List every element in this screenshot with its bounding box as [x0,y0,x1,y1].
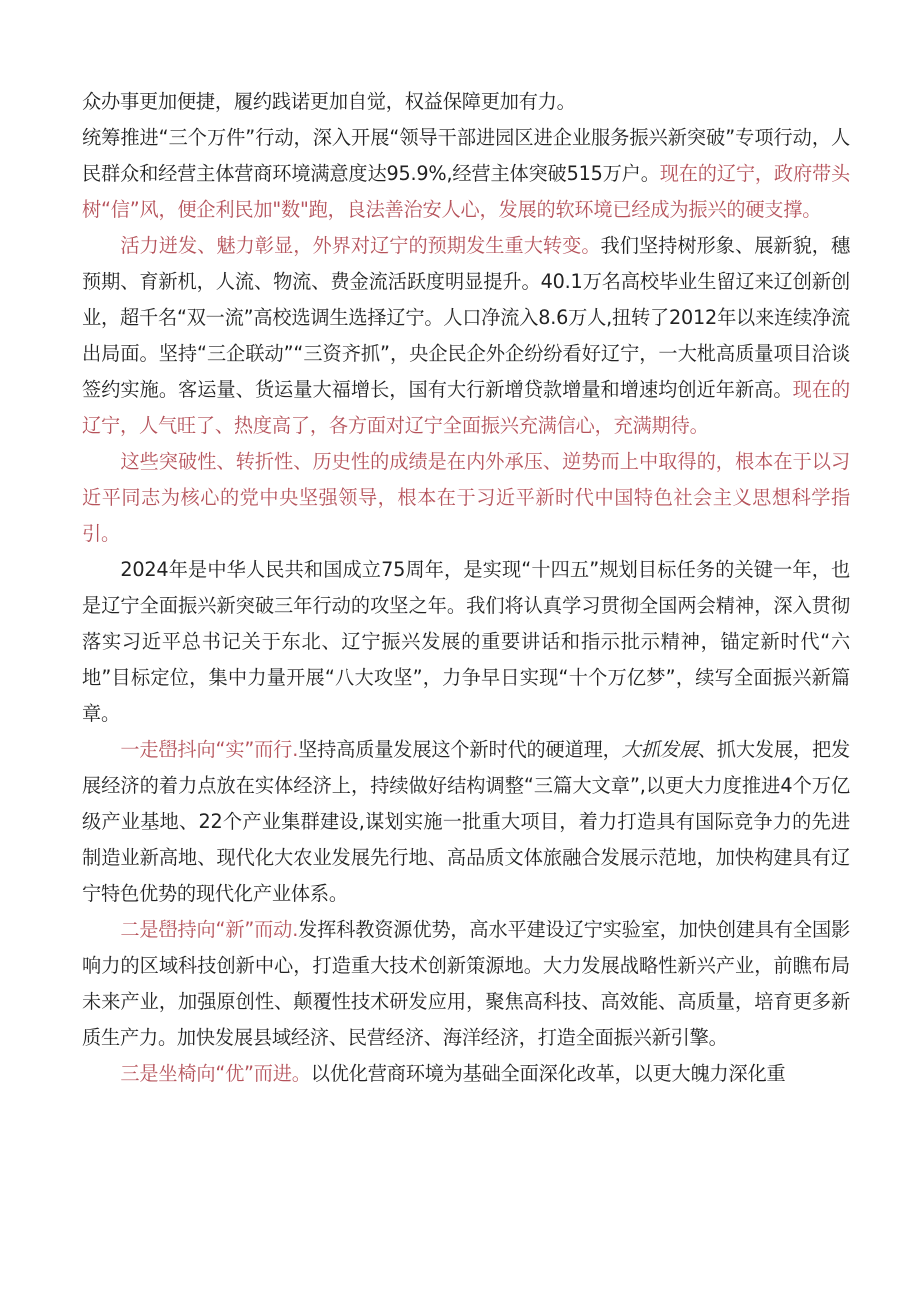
paragraph-6-text-b: 、抓大发展，把发展经济的着力点放在实体经济上，持续做好结构调整“三篇大文章”,以更大力度推进4个万亿级产业基地、22个产业集群建设,谋划实施一批重大项目，着力打造具有国际竞争力的先进制造业新高地、现代化大农业发展先行地、高品质文体旅融合发展示范地，加快构建具有辽宁特色优势的现代化产业体系。 [82,738,850,905]
paragraph-1-text: 众办事更加便捷，履约践诺更加自觉，权益保障更加有力。 [82,90,576,113]
document-page [82,84,850,1092]
paragraph-2-text: 统筹推进“三个万件”行动，深入开展“领导干部进园区进企业服务振兴新突破”专项行动，人民群众和经营主体营商环境满意度达95.9%,经营主体突破515万户。 [82,126,850,185]
paragraph-3-text: 我们坚持树形象、展新貌，穗预期、育新机，人流、物流、费金流活跃度明显提升。40.1万名高校毕业生留辽来辽创新创业，超千名“双一流”高校选调生选择辽宁。人口净流入8.6万人,扭转了2012年以来连续净流出局面。坚持“三企联动”“三资齐抓”，央企民企外企纷纷看好辽宁，一大枇高质量项目洽谈签约实施。客运量、货运量大福增长，国有大行新增贷款增量和增速均创近年新高。 [82,234,851,401]
paragraph-7 [82,912,850,1056]
paragraph-6-italic: 大抓发展 [621,738,698,761]
paragraph-2-highlight: 现在的辽宁，政府带头树“信”风，便企利民加"数"跑，良法善治安人心，发展的软环境已经成为振兴的硬支撑。 [82,162,850,221]
paragraph-6-heading: 一走嶨抖向“实”而行. [120,738,299,761]
paragraph-8 [82,1056,850,1092]
paragraph-8-text: 以优化营商环境为基础全面深化改革，以更大魄力深化重 [310,1062,786,1085]
paragraph-6 [82,732,850,912]
paragraph-2 [82,120,850,228]
paragraph-4 [82,444,850,552]
paragraph-4-highlight: 这些突破性、转折性、历史性的成绩是在内外承压、逆势而上中取得的，根本在于以习近平同志为核心的党中央坚强领导，根本在于习近平新时代中国特色社会主义思想科学指引。 [82,450,850,545]
paragraph-7-heading: 二是嶨持向“新”而动. [120,918,299,941]
paragraph-3-lead: 活力迸发、魅力彰显，外界对辽宁的预期发生重大转变。 [120,234,601,257]
paragraph-5-text: 2024年是中华人民共和国成立75周年，是实现“十四五”规划目标任务的关键一年，也是辽宁全面振兴新突破三年行动的攻坚之年。我们将认真学习贯彻全国两会精神，深入贯彻落实习近平总书记关于东北、辽宁振兴发展的重要讲话和指示批示精神，锚定新时代“六地”目标定位，集中力量开展“八大攻坚”，力争早日实现“十个万亿梦”，续写全面振兴新篇章。 [82,558,850,725]
paragraph-7-text: 发挥科教资源优势，高水平建设辽宁实验室，加快创建具有全国影响力的区域科技创新中心，打造重大技术创新策源地。大力发展战略性新兴产业，前瞧布局未来产业，加强原创性、颠覆性技术研发应用，聚焦高科技、高效能、高质量，培育更多新质生产力。加快发展县域经济、民营经济、海洋经济，打造全面振兴新引擎。 [82,918,851,1049]
paragraph-3 [82,228,850,444]
paragraph-6-text-a: 坚持高质量发展这个新时代的硬道理， [298,738,622,761]
paragraph-8-heading: 三是坐椅向“优”而进。 [120,1062,311,1085]
paragraph-1 [82,84,850,120]
paragraph-5 [82,552,850,732]
paragraph-3-highlight: 现在的辽宁，人气旺了、热度高了，各方面对辽宁全面振兴充满信心，充满期待。 [82,378,850,437]
